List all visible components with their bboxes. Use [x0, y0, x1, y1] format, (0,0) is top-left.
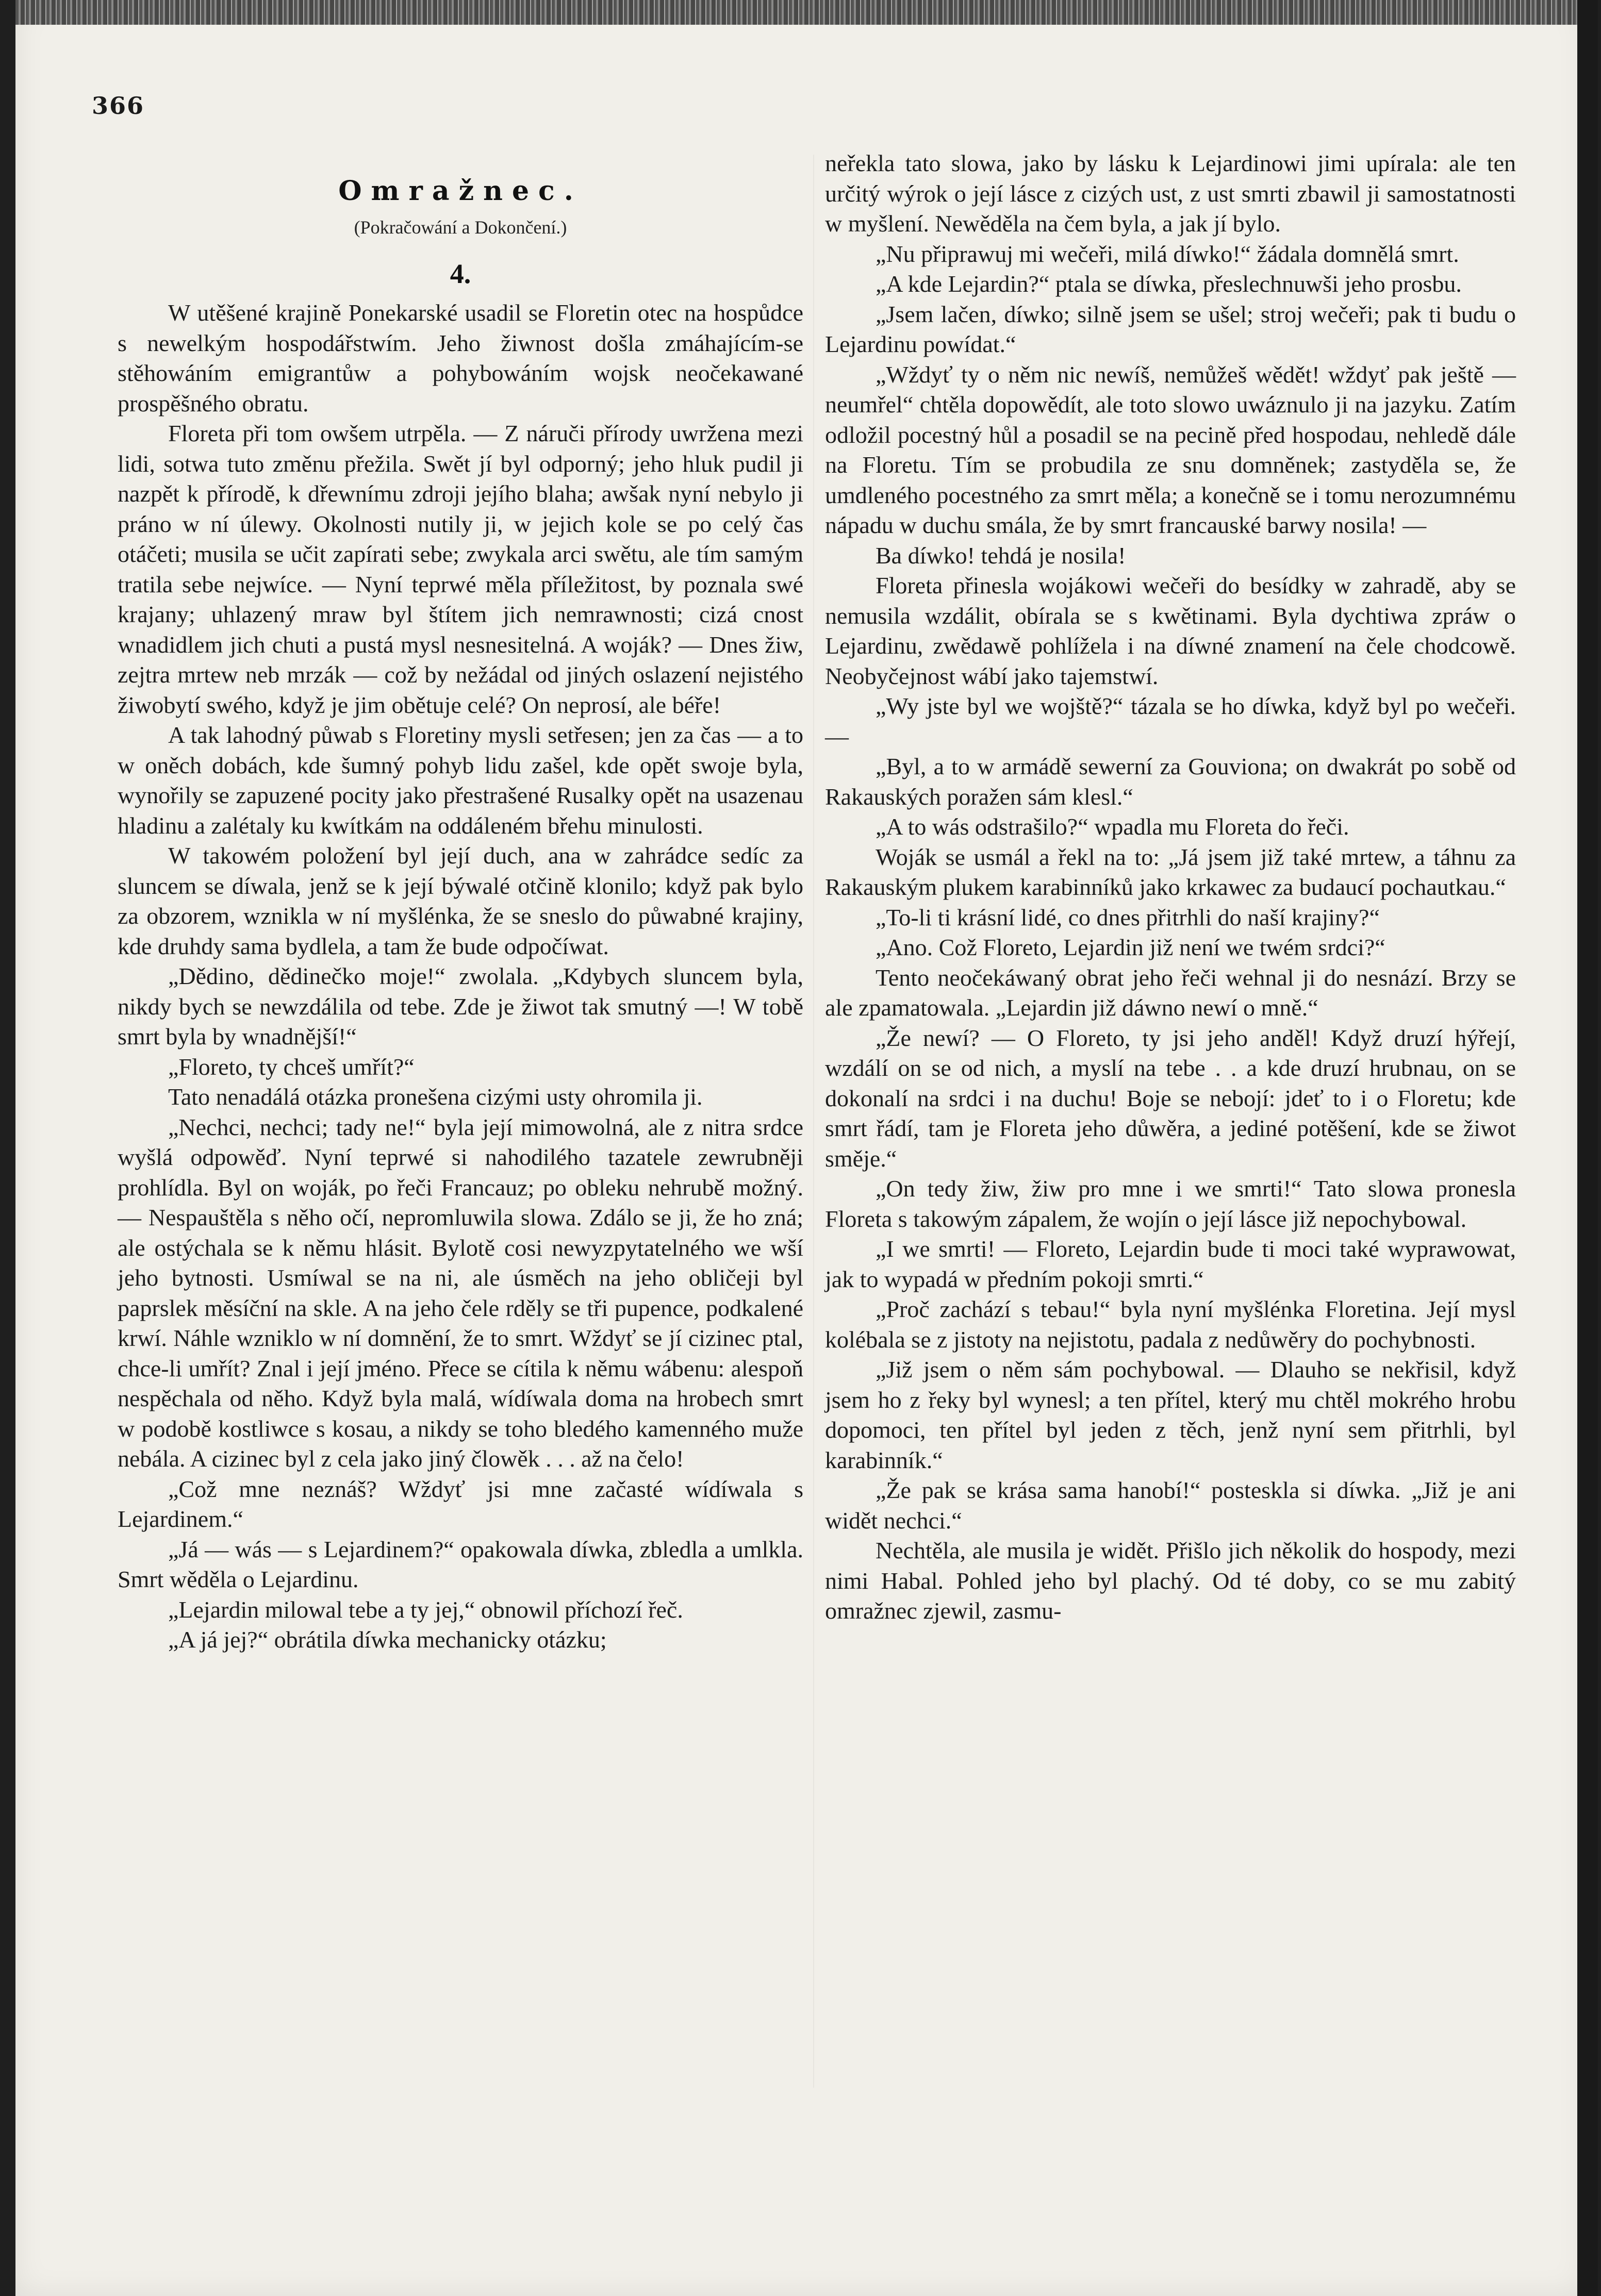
paragraph: „On tedy žiw, žiw pro mne i we smrti!“ Tato slowa pronesla Floreta s takowým zápalem, že wojín o její lásce již nepochybowal. [825, 1175, 1516, 1232]
left-column-body [118, 298, 803, 1655]
scan-edge-top [15, 0, 1586, 25]
paragraph: „Ano. Což Floreto, Lejardin již není we twém srdci?“ [876, 934, 1385, 960]
paragraph: „Nechci, nechci; tady ne!“ byla její mimowolná, ale z nitra srdce wyšlá odpowěď. Nyní teprwé si nahodilého tazatele zewrubněji prohlídla. Byl on woják, po řeči Francauz; po obleku nehrubě možný. — Nespauštěla s něho očí, nepromluwila slowa. Zdálo se ji, že ho zná; ale ostýchala se k němu hlásit. Bylotě cosi newyzpytatelného we wší jeho bytnosti. Usmíwal se na ni, ale úsměch na jeho obličeji byl paprslek měsíční na skle. A na jeho čele rděly se tři pupence, podkalené krwí. Náhle wzniklo w ní domnění, že to smrt. Wždyť se jí cizinec ptal, chce-li umřít? Znal i její jméno. Přece se cítila k němu wábenu: alespoň nespěchala od něho. Když byla malá, wídíwala doma na hrobech smrt w podobě kostliwce s kosau, a nikdy se toho bledého kamenného muže nebála. A cizinec byl z cela jako jiný člowěk . . . až na čelo! [118, 1113, 803, 1472]
paragraph: „Wždyť ty o něm nic newíš, nemůžeš wědět! wždyť pak ještě — neumřel“ chtěla dopowědít, ale toto slowo uwáznulo ji na jazyku. Zatím odložil pocestný hůl a posadil se na pecině před hospodau, nehledě dále na Floretu. Tím se probudila ze snu domněnek; zastyděla se, že umdleného pocestného za smrt měla; a konečně se i tomu nerozumnému nápadu w duchu smála, že by smrt francauské barwy nosila! — [825, 361, 1516, 538]
paragraph: Nechtěla, ale musila je widět. Přišlo jich několik do hospody, mezi nimi Habal. Pohled jeho byl plachý. Od té doby, co se mu zabitý omražnec zjewil, zasmu- [825, 1537, 1516, 1624]
paragraph: „A já jej?“ obrátila díwka mechanicky otázku; [168, 1626, 607, 1653]
paragraph: „I we smrti! — Floreto, Lejardin bude ti moci také wyprawowat, jak to wypadá w předním pokoji smrti.“ [825, 1236, 1516, 1292]
paragraph: neřekla tato slowa, jako by lásku k Lejardinowi jimi upírala: ale ten určitý wýrok o její lásce z cizých ust, z ust smrti zbawil ji samostatnosti w myšlení. Newěděla na čem byla, a jak jí bylo. [825, 150, 1516, 237]
paragraph: „Já — wás — s Lejardinem?“ opakowala díwka, zbledla a umlkla. Smrt wěděla o Lejardinu. [118, 1536, 803, 1592]
paragraph: „To-li ti krásní lidé, co dnes přitrhli do naší krajiny?“ [876, 904, 1380, 930]
paragraph: „Nu připrawuj mi wečeři, milá díwko!“ žádala domnělá smrt. [876, 240, 1459, 267]
paragraph: „Byl, a to w armádě sewerní za Gouviona; on dwakrát po sobě od Rakauských poražen sám klesl.“ [825, 753, 1516, 810]
paragraph: „Že pak se krása sama hanobí!“ posteskla si díwka. „Již je ani widět nechci.“ [825, 1477, 1516, 1534]
paragraph: W utěšené krajině Ponekarské usadil se Floretin otec na hospůdce s newelkým hospodářstwím. Jeho žiwnost došla zmáhajícím-se stěhowáním emigrantůw a pohybowáním wojsk neočekawané prospěšného obratu. [118, 300, 803, 417]
paragraph: „Dědino, dědinečko moje!“ zwolala. „Kdybych sluncem byla, nikdy bych se newzdálila od tebe. Zde je žiwot tak smutný —! W tobě smrt byla by wnadnější!“ [118, 963, 803, 1050]
right-column-body [825, 148, 1516, 1626]
article-subtitle: (Pokračowání a Dokončení.) [354, 217, 567, 238]
page-number: 366 [92, 92, 145, 120]
paragraph: „Proč zachází s tebau!“ byla nyní myšlénka Floretina. Její mysl kolébala se z jistoty na nejistotu, padala z nedůwěry do pochybnosti. [825, 1296, 1516, 1353]
paragraph: „A kde Lejardin?“ ptala se díwka, přeslechnuwši jeho prosbu. [876, 271, 1462, 297]
paragraph: Floreta přinesla wojákowi wečeři do besídky w zahradě, aby se nemusila wzdálit, obírala se s kwětinami. Byla dychtiwa zpráw o Lejardinu, zwědawě pohlížela i na díwné znamení na čele chodcowě. Neobyčejnost wábí jako tajemstwí. [825, 572, 1516, 689]
article-title: Omražnec. [338, 175, 583, 207]
scan-edge-right [1577, 0, 1598, 2296]
paragraph: Tento neočekáwaný obrat jeho řeči wehnal ji do nesnází. Brzy se ale zpamatowala. „Lejardin již dáwno newí o mně.“ [825, 964, 1516, 1021]
paragraph: Floreta při tom owšem utrpěla. — Z náruči přírody uwržena mezi lidi, sotwa tuto změnu přežila. Swět jí byl odporný; jeho hluk pudil ji nazpět k přírodě, k dřewnímu zdroji jejího blaha; awšak nyní nebylo ji práno w ní úlewy. Okolnosti nutily ji, w jejich kole se po celý čas otáčeti; musila se učit zapírati sebe; zwykala arci swětu, ale tím samým tratila sebe nejwíce. — Nyní teprwé měla příležitost, by poznala swé krajany; uhlazený mraw byl štítem jich nemrawnosti; cizá cnost wnadidlem jich chuti a pustá mysl nesnesitelná. A woják? — Dnes žiw, zejtra mrtew neb mrzák — což by nežádal od jiných oslazení nejistého žiwobytí swého, když je jim obětuje celé? On neprosí, ale béře! [118, 420, 803, 718]
paragraph: „Lejardin milowal tebe a ty jej,“ obnowil příchozí řeč. [168, 1596, 683, 1623]
paragraph: Tato nenadálá otázka pronešena cizými usty ohromila ji. [168, 1084, 703, 1110]
paragraph: „A to wás odstrašilo?“ wpadla mu Floreta do řeči. [876, 813, 1349, 840]
paragraph: Ba díwko! tehdá je nosila! [876, 542, 1126, 569]
paragraph: „Což mne neznáš? Wždyť jsi mne začasté wídíwala s Lejardinem.“ [118, 1475, 803, 1532]
paragraph: „Wy jste byl we wojště?“ tázala se ho díwka, když byl po wečeři. — [825, 693, 1516, 750]
paragraph: „Jsem lačen, díwko; silně jsem se ušel; stroj wečeři; pak ti budu o Lejardinu powídat.“ [825, 301, 1516, 357]
column-divider [813, 155, 814, 2088]
chapter-number: 4. [450, 258, 471, 289]
paragraph: W takowém položení byl její duch, ana w zahrádce sedíc za sluncem se díwala, jenž se k její býwalé otčině klonilo; když pak bylo za obzorem, wznikla w ní myšlénka, že se sneslo do půwabné krajiny, kde druhdy sama bydlela, a tam že bude odpočíwat. [118, 842, 803, 959]
paragraph: A tak lahodný půwab s Floretiny mysli setřesen; jen za čas — a to w oněch dobách, kde šumný pohyb lidu zašel, kde opět swoje byla, wynořily se zapuzené pocity jako přestrašené Rusalky opět na usazenau hladinu a zalétaly ku kwítkám na oddáleném břehu minulosti. [118, 722, 803, 839]
paragraph: „Již jsem o něm sám pochybowal. — Dlauho se nekřisil, když jsem ho z řeky byl wynesl; a ten přítel, který mu chtěl mokrého hrobu dopomoci, ten přítel byl jeden z těch, jenž nyní sem přitrhli, byl karabinník.“ [825, 1356, 1516, 1473]
paragraph: „Že newí? — O Floreto, ty jsi jeho anděl! Když druzí hýřejí, wzdálí on se od nich, a myslí na tebe . . a kde druzí hrubnau, on se dokonalí na srdci i na duchu! Boje se nebojí: jdeť to i o Floretu; kde smrt řádí, tam je Floreta jeho důwěra, a jediné potěšení, kde se žiwot směje.“ [825, 1024, 1516, 1172]
paragraph: Woják se usmál a řekl na to: „Já jsem již také mrtew, a táhnu za Rakauským plukem karabinníků jako krkawec za budaucí pochautkau.“ [825, 843, 1516, 900]
paragraph: „Floreto, ty chceš umřít?“ [168, 1053, 415, 1080]
